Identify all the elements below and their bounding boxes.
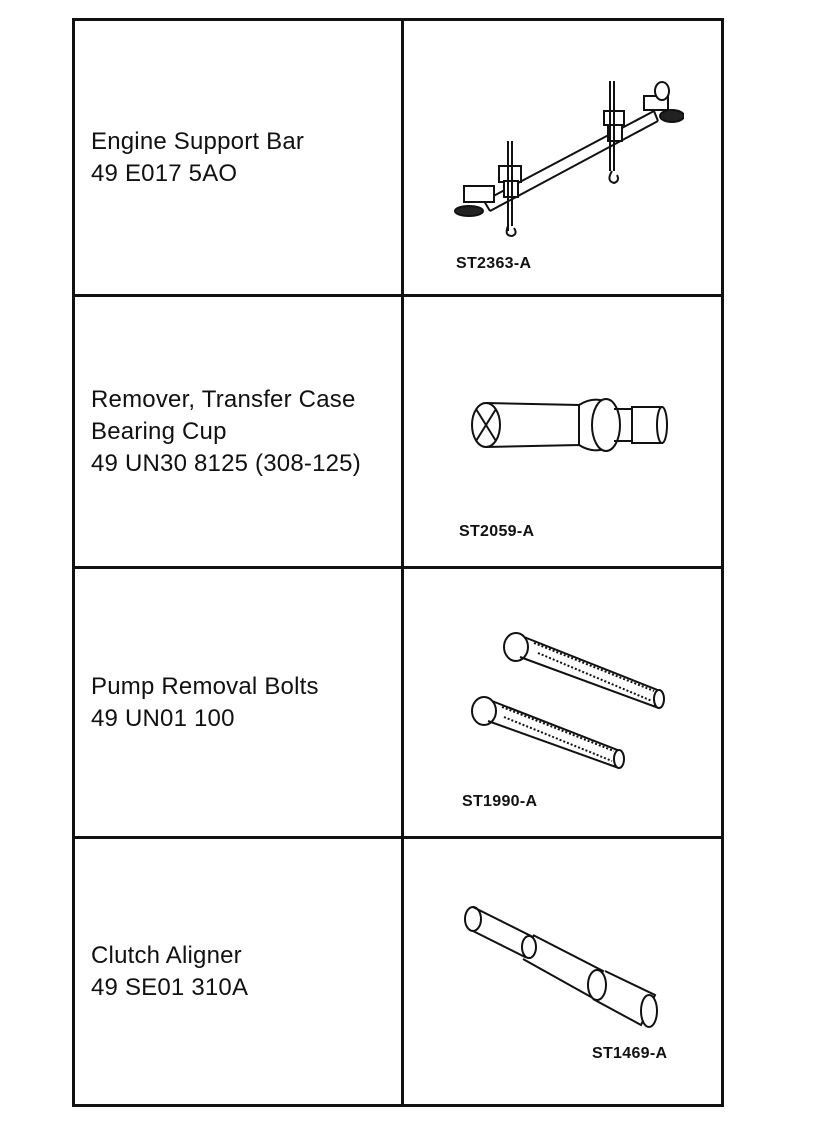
tool-name-cell — [74, 296, 403, 568]
tool-row — [74, 838, 723, 1106]
tool-illustration-cell — [403, 296, 723, 568]
tool-name: Pump Removal Bolts — [91, 672, 319, 700]
tool-number: 49 SE01 310A — [91, 973, 249, 1001]
tool-number: 49 UN30 8125 (308-125) — [91, 449, 361, 477]
tool-row — [74, 296, 723, 568]
tool-name: Clutch Aligner — [91, 941, 242, 969]
tool-number: 49 UN01 100 — [91, 704, 235, 732]
tool-illustration-cell — [403, 568, 723, 838]
engine-support-bar-icon — [444, 61, 684, 241]
special-tools-table — [72, 18, 724, 1107]
illustration-code: ST2059-A — [459, 523, 535, 540]
illustration-code: ST1469-A — [592, 1045, 668, 1062]
tool-row — [74, 568, 723, 838]
tool-number: 49 E017 5AO — [91, 159, 238, 187]
illustration-code: ST1990-A — [462, 793, 538, 810]
illustration-code: ST2363-A — [456, 255, 532, 272]
tool-name: Remover, Transfer Case — [91, 385, 356, 413]
tool-name-continued: Bearing Cup — [91, 417, 227, 445]
tool-row — [74, 20, 723, 296]
tool-illustration-cell — [403, 20, 723, 296]
tool-name-cell — [74, 838, 403, 1106]
pump-removal-bolts-icon — [464, 627, 674, 787]
bearing-cup-remover-icon — [464, 387, 694, 467]
tool-name: Engine Support Bar — [91, 127, 305, 155]
tool-name-cell — [74, 20, 403, 296]
tool-illustration-cell — [403, 838, 723, 1106]
tool-name-cell — [74, 568, 403, 838]
clutch-aligner-icon — [459, 899, 669, 1029]
